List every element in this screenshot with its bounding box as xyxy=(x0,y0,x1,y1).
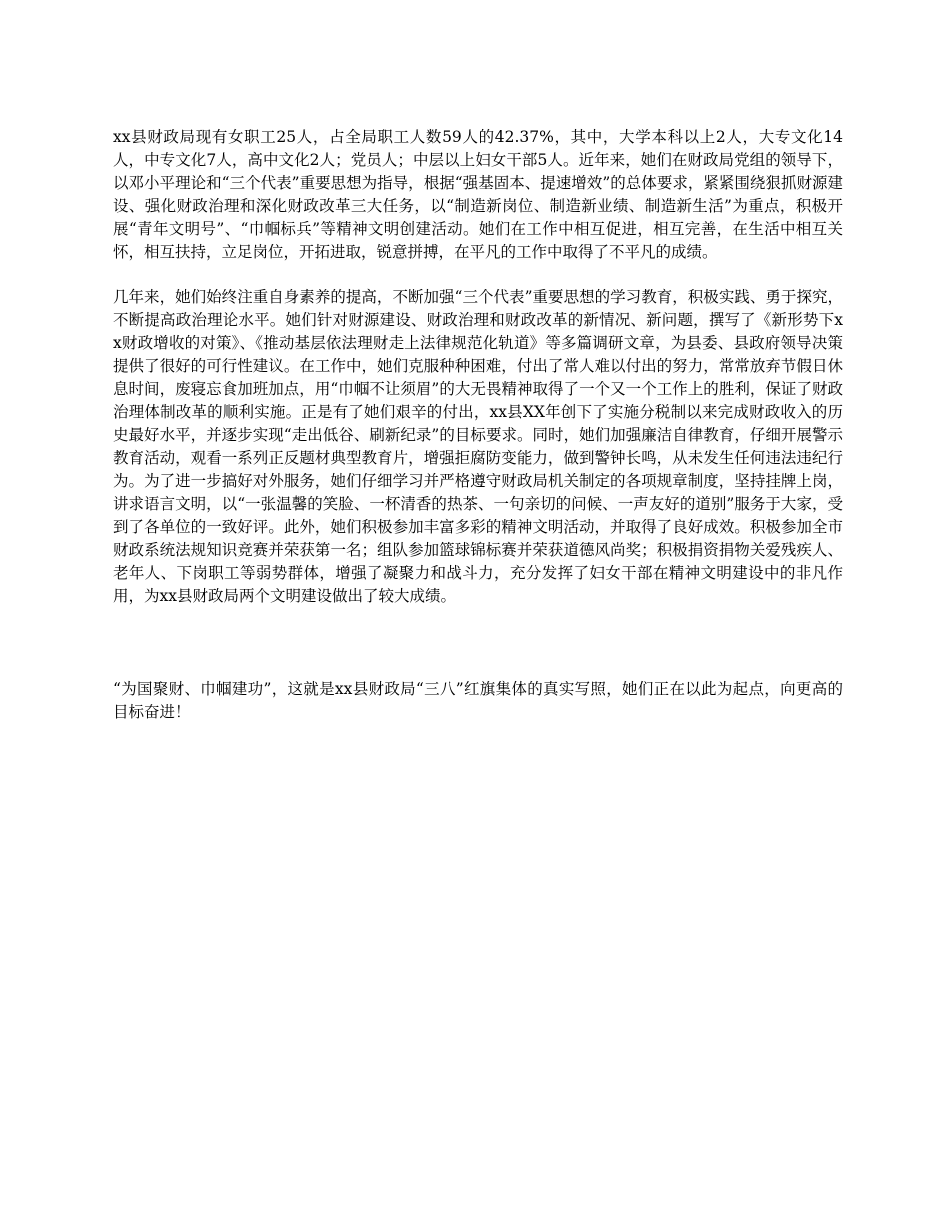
paragraph-conclusion: “为国聚财、巾帼建功”，这就是xx县财政局“三八”红旗集体的真实写照，她们正在以此为起点，向更高的目标奋进！ xyxy=(113,680,843,721)
document-body xyxy=(113,126,843,724)
paragraph-achievements: 几年来，她们始终注重自身素养的提高，不断加强“三个代表”重要思想的学习教育，积极实践、勇于探究，不断提高政治理论水平。她们针对财源建设、财政治理和财政改革的新情况、新问题，撰写了《新形势下xx财政增收的对策》、《推动基层依法理财走上法律规范化轨道》等多篇调研文章，为县委、县政府领导决策提供了很好的可行性建议。在工作中，她们克服种种困难，付出了常人难以付出的努力，常常放弃节假日休息时间，废寝忘食加班加点，用“巾帼不让须眉”的大无畏精神取得了一个又一个工作上的胜利，保证了财政治理体制改革的顺利实施。正是有了她们艰辛的付出，xx县XX年创下了实施分税制以来完成财政收入的历史最好水平，并逐步实现“走出低谷、刷新纪录”的目标要求。同时，她们加强廉洁自律教育，仔细开展警示教育活动，观看一系列正反题材典型教育片，增强拒腐防变能力，做到警钟长鸣，从未发生任何违法违纪行为。为了进一步搞好对外服务，她们仔细学习并严格遵守财政局机关制定的各项规章制度，坚持挂牌上岗，讲求语言文明，以“一张温馨的笑脸、一杯清香的热茶、一句亲切的问候、一声友好的道别”服务于大家，受到了各单位的一致好评。此外，她们积极参加丰富多彩的精神文明活动，并取得了良好成效。积极参加全市财政系统法规知识竞赛并荣获第一名；组队参加篮球锦标赛并荣获道德风尚奖；积极捐资捐物关爱残疾人、老年人、下岗职工等弱势群体，增强了凝聚力和战斗力，充分发挥了妇女干部在精神文明建设中的非凡作用，为xx县财政局两个文明建设做出了较大成绩。 xyxy=(113,288,843,605)
paragraph-intro: xx县财政局现有女职工25人，占全局职工人数59人的42.37%，其中，大学本科以上2人，大专文化14人，中专文化7人，高中文化2人；党员人；中层以上妇女干部5人。近年来，她们在财政局党组的领导下，以邓小平理论和“三个代表”重要思想为指导，根据“强基固本、提速增效”的总体要求，紧紧围绕狠抓财源建设、强化财政治理和深化财政改革三大任务，以“制造新岗位、制造新业绩、制造新生活”为重点，积极开展“青年文明号”、“巾帼标兵”等精神文明创建活动。她们在工作中相互促进，相互完善，在生活中相互关怀，相互扶持，立足岗位，开拓进取，锐意拼搏，在平凡的工作中取得了不平凡的成绩。 xyxy=(113,128,843,261)
